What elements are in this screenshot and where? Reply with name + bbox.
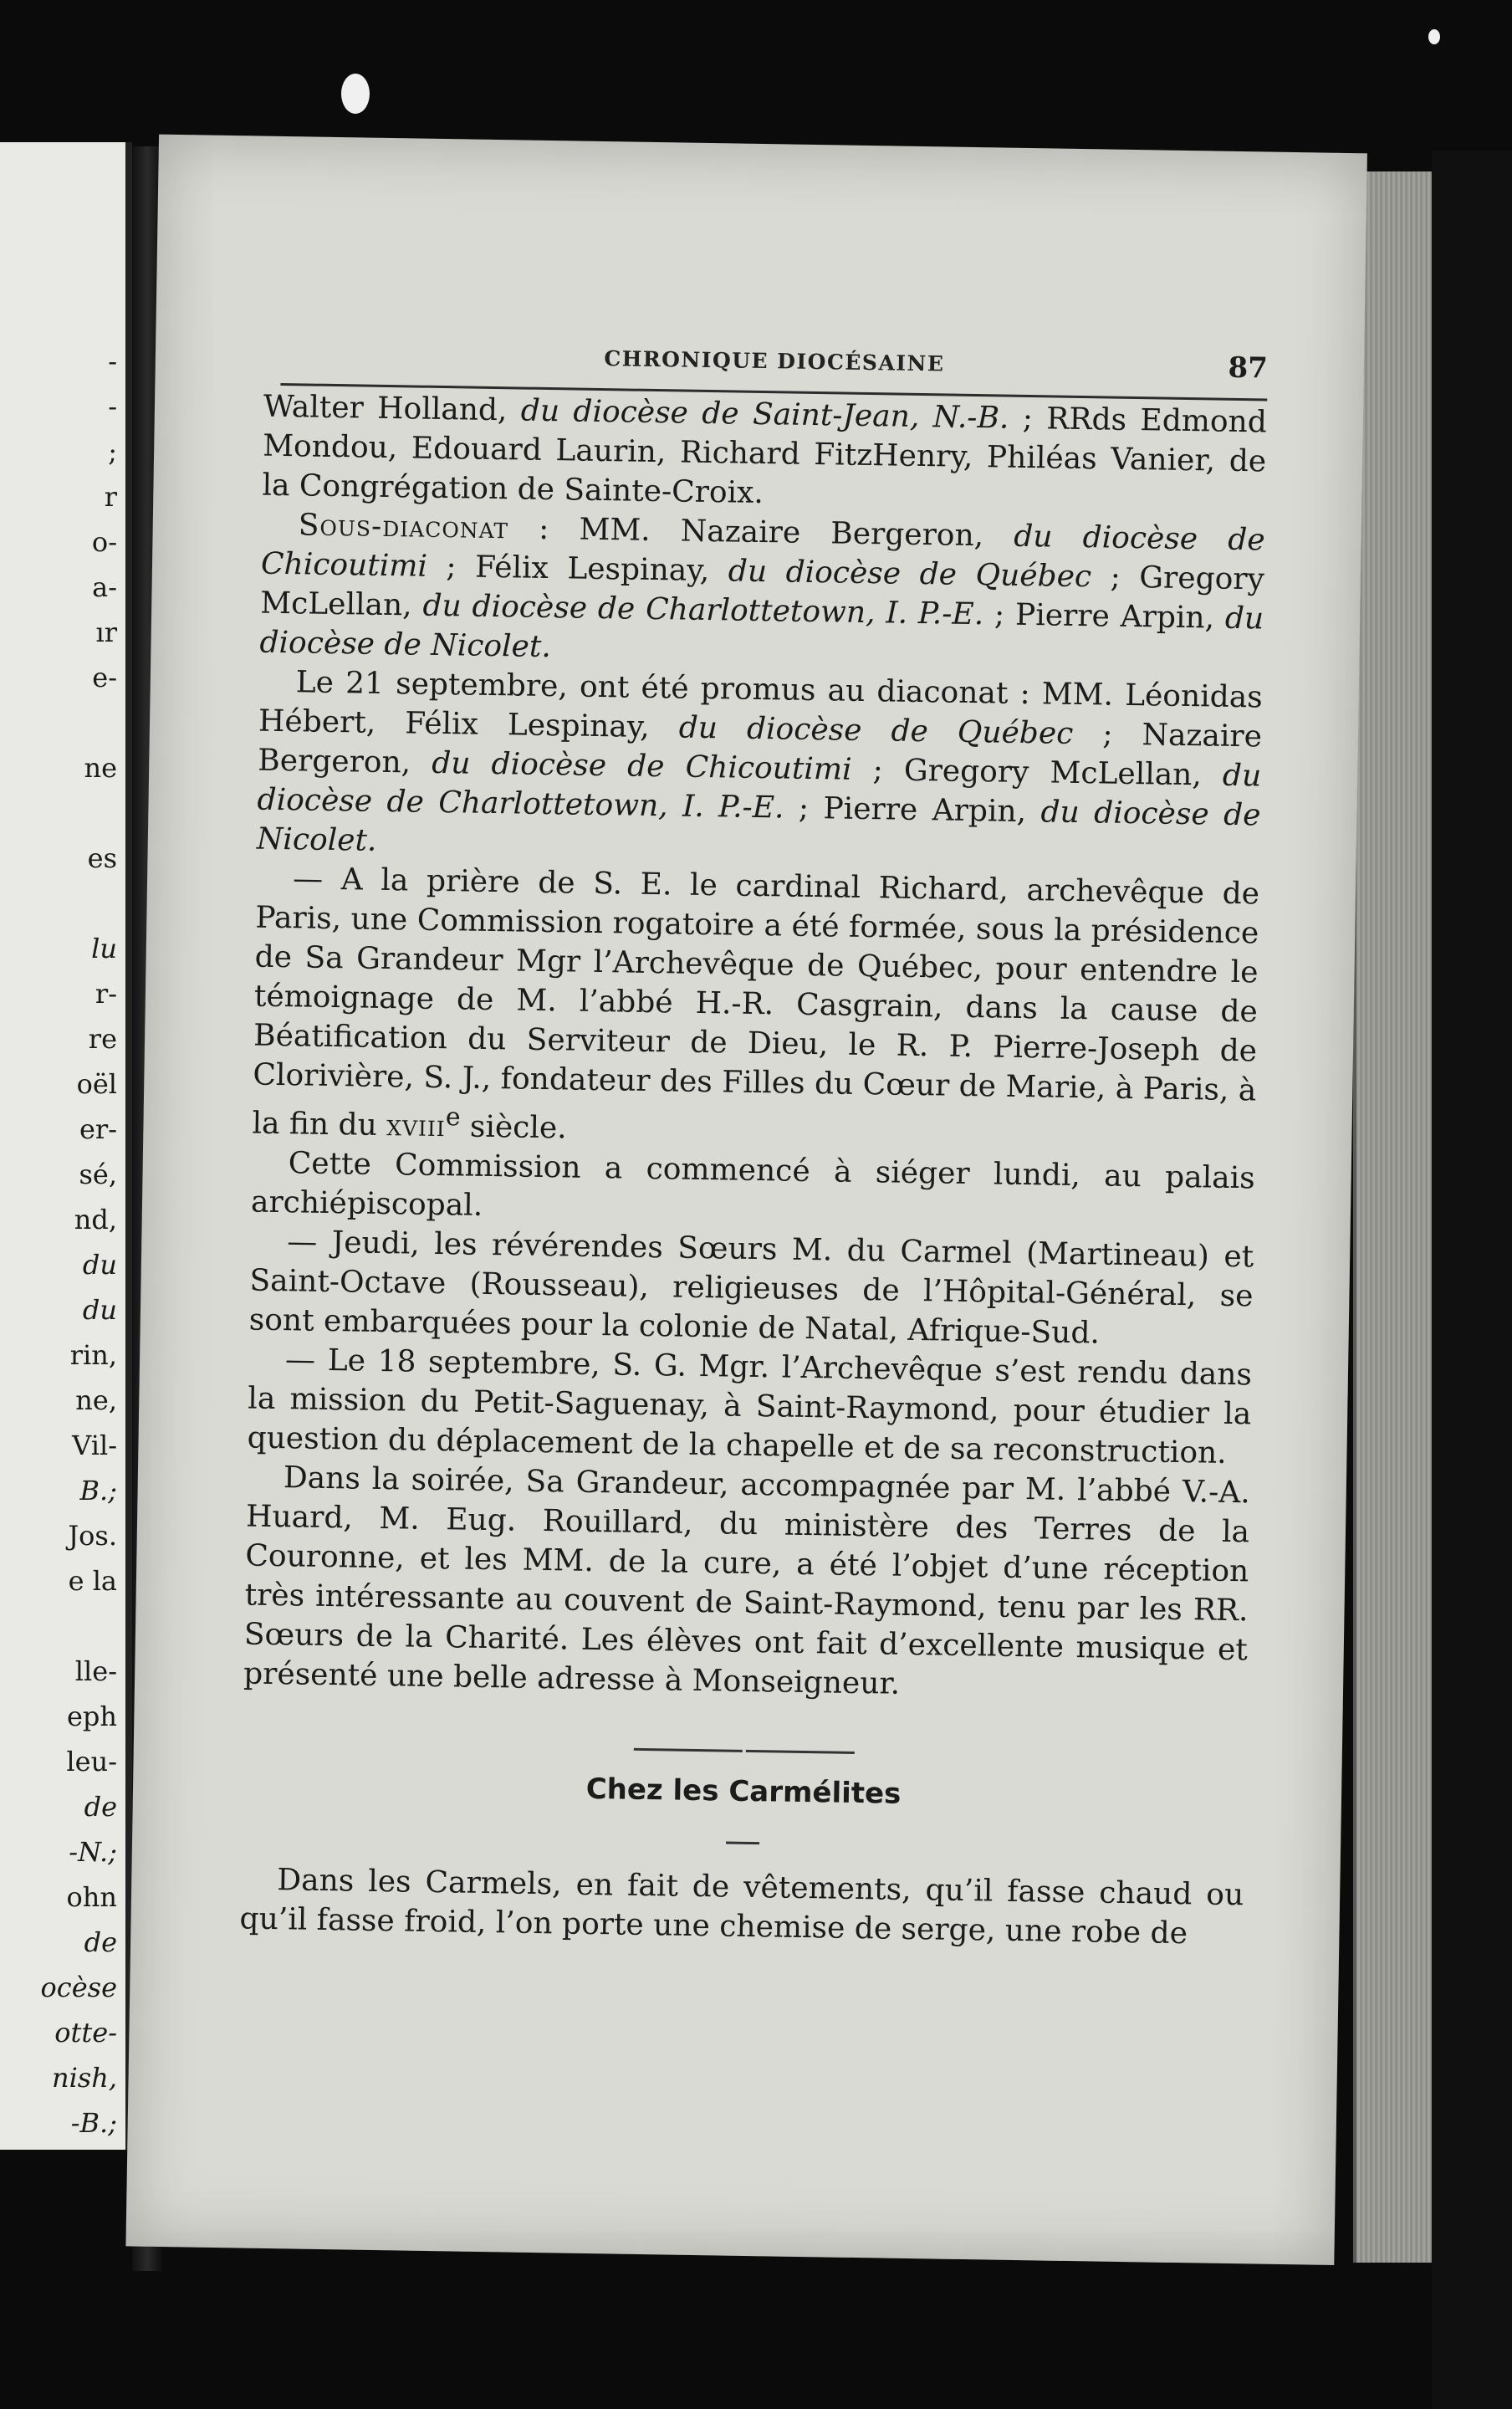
text-run: ; Nazaire Bergeron, — [258, 716, 1263, 780]
left-page-fragment — [0, 142, 132, 2150]
italic-run: du diocèse de Saint-Jean, N.-B. — [520, 393, 1009, 436]
left-line-fragment: leu- — [66, 1746, 117, 1777]
left-line-fragment: ; — [108, 436, 117, 468]
left-line-fragment: Vil- — [72, 1430, 117, 1461]
left-line-fragment: lu — [91, 933, 117, 964]
section-title: Chez les Carmélites — [585, 1772, 902, 1811]
small-caps-run: Sous-diaconat — [298, 508, 509, 546]
paragraph — [257, 662, 1264, 875]
left-line-fragment: eph — [66, 1701, 117, 1732]
paragraph: — Jeudi, les révérendes Sœurs M. du Carmel (Martineau) et Saint-Octave (Rousseau), religieuses de l’Hôpital-Général, se sont embarquées pour la colonie de Natal, Afrique-Sud. — [248, 1225, 1254, 1351]
text-run: ; Gregory McLellan, — [259, 560, 1265, 623]
left-line-fragment: re — [88, 1023, 117, 1055]
left-line-fragment: ocèse — [40, 1972, 117, 2003]
text-run: ; Pierre Arpin, — [784, 790, 1041, 830]
left-line-fragment: ır — [95, 616, 117, 648]
italic-run: du diocèse de Québec — [678, 710, 1074, 751]
text-run: ; RRds Edmond Mondou, Edouard Laurin, Richard FitzHenry, Philéas Vanier, de la Congrégation de Sainte-Croix. — [262, 401, 1268, 511]
superscript: e — [445, 1102, 461, 1133]
text-run: siècle. — [460, 1109, 567, 1146]
small-caps-run: xviii — [386, 1108, 447, 1144]
text-run: ; Gregory McLellan, — [851, 752, 1223, 793]
left-line-fragment: du — [82, 1249, 117, 1281]
left-line-fragment: oël — [76, 1068, 117, 1100]
paragraph: Dans la soirée, Sa Grandeur, accompagnée par M. l’abbé V.-A. Huard, M. Eug. Rouillard, du ministère des Terres de la Couronne, et les MM. de la cure, a été l’objet d’une réception très intéressante au couvent de Saint-Raymond, tenu par les RR. Sœurs de la Charité. Les élèves ont fait d’excellente musique et présenté une belle adresse à Monseigneur. — [243, 1460, 1251, 1701]
left-line-fragment: otte- — [54, 2017, 117, 2048]
text-run: : MM. Nazaire Bergeron, — [508, 511, 1014, 554]
left-line-fragment: rin, — [69, 1339, 117, 1371]
italic-run: du diocèse de Chicoutimi — [431, 745, 852, 787]
left-line-fragment: lle- — [74, 1655, 117, 1687]
left-line-fragment: de — [84, 1926, 117, 1958]
italic-run: du diocèse de Charlottetown, I. P.-E. — [257, 758, 1262, 826]
paragraph — [252, 859, 1259, 1159]
paragraph: Dans les Carmels, en fait de vêtements, qu’il fasse chaud ou qu’il fasse froid, l’on porte une chemise de serge, une robe de — [239, 1863, 1244, 1951]
page-body — [239, 387, 1267, 1955]
left-line-fragment: - — [108, 391, 117, 422]
left-line-fragment: -B.; — [70, 2107, 117, 2139]
paragraph — [259, 505, 1265, 678]
left-line-fragment: nish, — [51, 2062, 117, 2094]
text-run: ; Félix Lespinay, — [427, 549, 729, 589]
left-line-fragment: B.; — [79, 1475, 117, 1506]
left-line-fragment: es — [87, 842, 117, 874]
left-line-fragment: ne, — [75, 1384, 117, 1416]
left-line-fragment: a- — [92, 571, 117, 603]
paragraph: Cette Commission a commencé à siéger lundi, au palais archiépiscopal. — [250, 1146, 1255, 1223]
page-stack-edge — [1353, 171, 1436, 2263]
left-line-fragment: nd, — [74, 1204, 117, 1235]
text-run: — A la prière de S. E. le cardinal Richard, archevêque de Paris, une Commission rogatoire a été formée, sous la présidence de Sa Grandeur Mgr l’Archevêque de Québec, pour entendre le témoignage de M. l’abbé H.-R. Casgrain, dans la cause de Béatification du Serviteur de Dieu, le R. P. Pierre-Joseph de Clorivière, S. J., fondateur des Filles du Cœur de Marie, à Paris, à la fin du — [252, 862, 1260, 1143]
left-line-fragment: du — [82, 1294, 117, 1326]
left-line-fragment: -N.; — [69, 1836, 117, 1868]
background-right — [1432, 151, 1512, 2409]
text-run: Walter Holland, — [263, 389, 522, 428]
italic-run: du diocèse de Nicolet. — [256, 795, 1261, 858]
film-speck — [341, 74, 370, 114]
left-line-fragment: Jos. — [68, 1520, 117, 1552]
left-line-fragment: ohn — [66, 1881, 117, 1913]
left-line-fragment: er- — [79, 1113, 117, 1145]
left-line-fragment: e la — [68, 1565, 117, 1597]
text-run: Le 21 septembre, ont été promus au diaconat : MM. Léonidas Hébert, Félix Lespinay, — [258, 665, 1263, 745]
left-line-fragment: r — [104, 481, 117, 513]
left-line-fragment: r- — [94, 978, 117, 1010]
page-number: 87 — [1228, 350, 1269, 386]
left-line-fragment: - — [108, 345, 117, 377]
film-speck — [1428, 29, 1440, 44]
paragraph: — Le 18 septembre, S. G. Mgr. l’Archevêque s’est rendu dans la mission du Petit-Saguenay, à Saint-Raymond, pour étudier la question du déplacement de la chapelle et de sa reconstruction. — [247, 1343, 1253, 1470]
italic-run: du diocèse de Charlottetown, I. P.-E. — [422, 588, 984, 632]
section-separator — [243, 1715, 1247, 1770]
italic-run: du diocèse de Chicoutimi — [260, 519, 1265, 584]
text-run: ; Pierre Arpin, — [983, 597, 1226, 636]
left-line-fragment: e- — [92, 662, 117, 693]
paragraph — [262, 387, 1267, 521]
left-line-fragment: sé, — [79, 1158, 117, 1190]
italic-run: du diocèse de Québec — [728, 554, 1092, 595]
left-line-fragment: o- — [91, 526, 117, 558]
italic-run: du diocèse de Nicolet. — [259, 601, 1264, 665]
book-page — [125, 135, 1366, 2265]
left-line-fragment: de — [84, 1791, 117, 1823]
running-title: CHRONIQUE DIOCÉSAINE — [604, 346, 945, 376]
left-line-fragment: ne — [84, 752, 117, 784]
